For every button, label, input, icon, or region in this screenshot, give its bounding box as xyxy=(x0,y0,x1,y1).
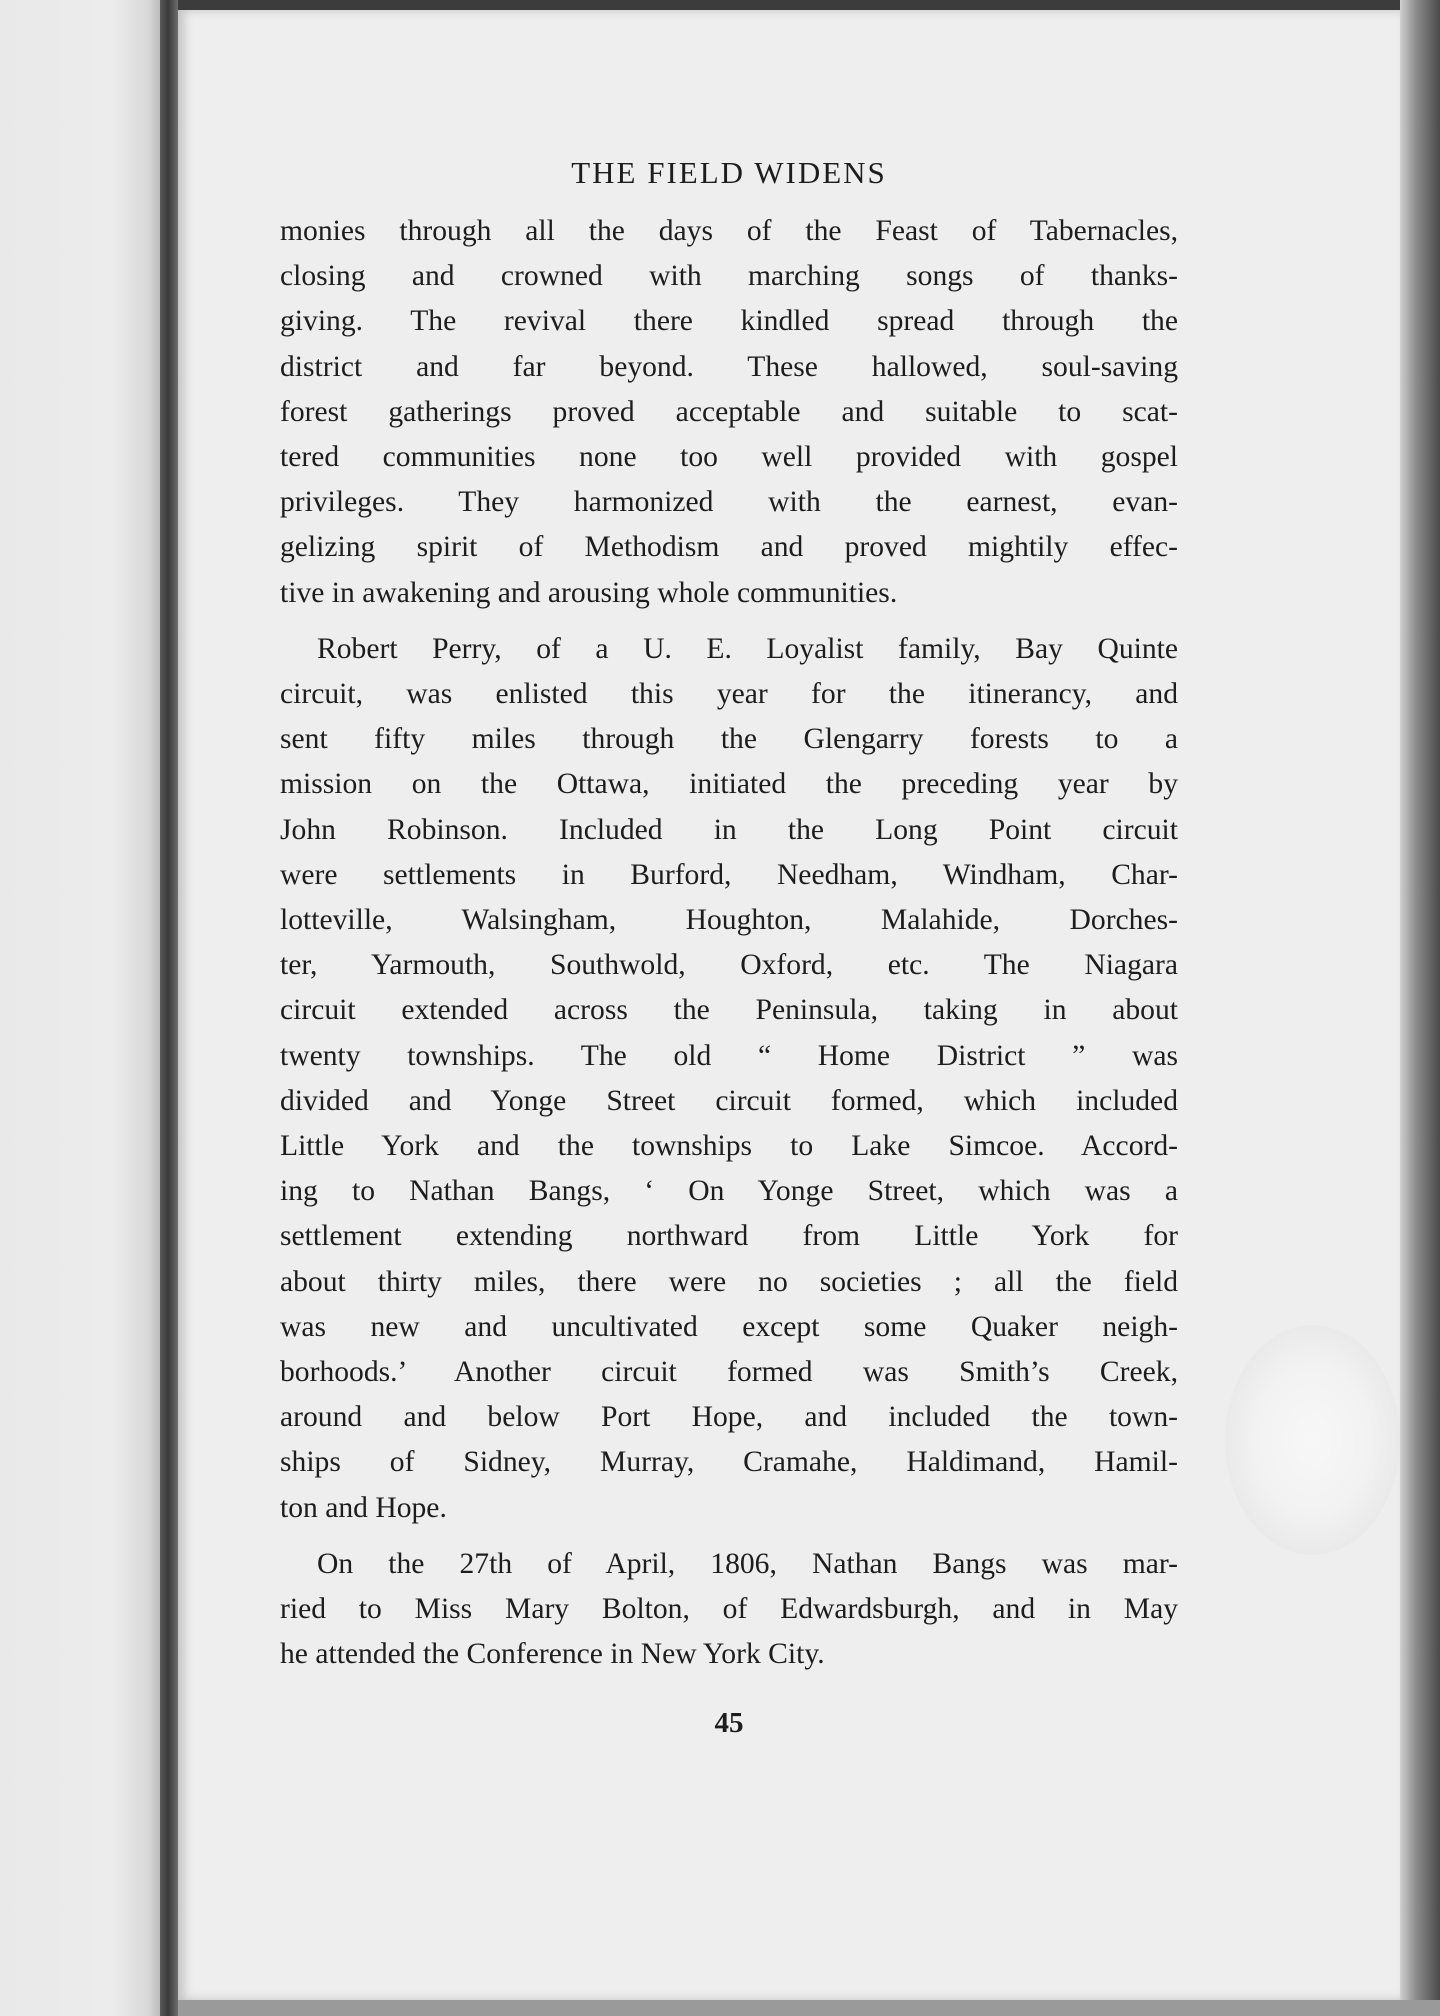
left-page-edge xyxy=(0,0,160,2016)
page-number: 45 xyxy=(714,1706,744,1739)
text-line: borhoods.’ Another circuit formed was Smith’s Creek, xyxy=(280,1356,1178,1389)
text-line: Little York and the townships to Lake Simcoe. Accord- xyxy=(280,1130,1178,1163)
text-line: Robert Perry, of a U. E. Loyalist family, Bay Quinte xyxy=(317,632,1178,665)
paragraph-3 xyxy=(280,1542,1178,1678)
paragraph-1 xyxy=(280,209,1178,616)
text-line: mission on the Ottawa, initiated the preceding year by xyxy=(280,768,1178,801)
text-line: monies through all the days of the Feast of Tabernacles, xyxy=(280,215,1178,247)
embossed-stamp-mark xyxy=(1225,1325,1400,1555)
text-line: circuit, was enlisted this year for the itinerancy, and xyxy=(280,678,1178,711)
text-line: ships of Sidney, Murray, Cramahe, Haldimand, Hamil- xyxy=(280,1446,1178,1479)
text-line: around and below Port Hope, and included the town- xyxy=(280,1401,1178,1434)
text-line: closing and crowned with marching songs of thanks- xyxy=(280,260,1178,293)
text-line: privileges. They harmonized with the earnest, evan- xyxy=(280,486,1178,519)
running-head: THE FIELD WIDENS xyxy=(571,155,887,190)
book-gutter xyxy=(160,0,178,2016)
text-line: tered communities none too well provided with gospel xyxy=(280,441,1178,474)
text-line: were settlements in Burford, Needham, Windham, Char- xyxy=(280,858,1178,891)
text-line: settlement extending northward from Little York for xyxy=(280,1220,1178,1253)
text-line: John Robinson. Included in the Long Point circuit xyxy=(280,813,1178,846)
text-line: ter, Yarmouth, Southwold, Oxford, etc. The Niagara xyxy=(280,949,1178,982)
text-line: ton and Hope. xyxy=(280,1491,447,1524)
text-line: giving. The revival there kindled spread through the xyxy=(280,305,1178,338)
text-line: sent fifty miles through the Glengarry forests to a xyxy=(280,723,1178,756)
text-line: was new and uncultivated except some Quaker neigh- xyxy=(280,1310,1178,1343)
text-line: On the 27th of April, 1806, Nathan Bangs was mar- xyxy=(317,1547,1178,1580)
text-line: gelizing spirit of Methodism and proved mightily effec- xyxy=(280,531,1178,564)
text-line: divided and Yonge Street circuit formed, which included xyxy=(280,1084,1178,1117)
page-text-block xyxy=(280,150,1178,1743)
scan-border-bottom xyxy=(178,2000,1440,2016)
text-line: forest gatherings proved acceptable and suitable to scat- xyxy=(280,395,1178,428)
paragraph-2 xyxy=(280,627,1178,1531)
text-line: district and far beyond. These hallowed, soul-saving xyxy=(280,350,1178,383)
text-line: lotteville, Walsingham, Houghton, Malahide, Dorches- xyxy=(280,904,1178,937)
text-line: he attended the Conference in New York City. xyxy=(280,1638,825,1671)
text-line: tive in awakening and arousing whole communities. xyxy=(280,576,898,609)
scan-border-top xyxy=(178,0,1440,10)
text-line: twenty townships. The old “ Home District ” was xyxy=(280,1039,1178,1072)
text-line: ing to Nathan Bangs, ‘ On Yonge Street, which was a xyxy=(280,1175,1178,1208)
scan-border-right xyxy=(1400,0,1440,2016)
text-line: about thirty miles, there were no societies ; all the field xyxy=(280,1265,1178,1298)
text-line: circuit extended across the Peninsula, taking in about xyxy=(280,994,1178,1027)
text-line: ried to Miss Mary Bolton, of Edwardsburgh, and in May xyxy=(280,1593,1178,1626)
